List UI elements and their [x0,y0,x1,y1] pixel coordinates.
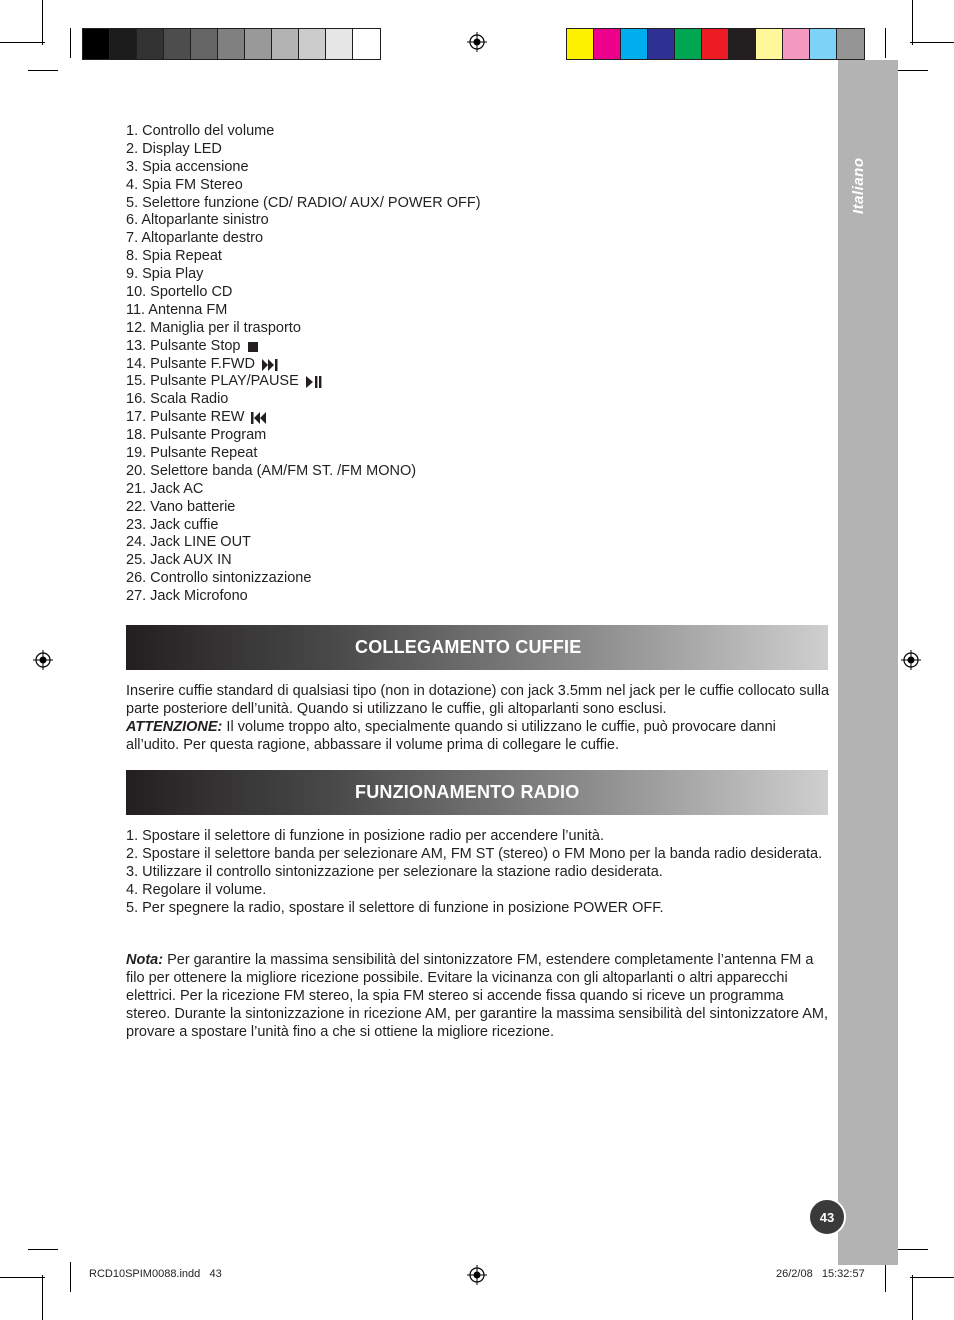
color-swatch [837,29,864,59]
list-item [126,177,481,195]
list-item-label: 4. Spia FM Stereo [126,176,243,193]
list-item-label: 25. Jack AUX IN [126,552,232,569]
list-item [126,230,481,248]
radio-steps-list [126,827,831,917]
crop-mark [898,70,928,71]
crop-mark [70,28,71,58]
list-item [126,570,481,588]
list-item [126,248,481,266]
list-item [126,356,481,374]
list-item [126,320,481,338]
headphones-paragraph [126,682,831,754]
color-swatch [191,29,218,59]
section-title: FUNZIONAMENTO RADIO [355,782,580,802]
warning-text: Il volume troppo alto, specialmente quando si utilizzano le cuffie, può provocare danni all’udito. Per questa ragione, abbassare il volume prima di collegare le cuffie. [126,719,776,753]
registration-mark-icon [33,650,53,670]
color-swatch [675,29,702,59]
list-item [126,338,481,356]
color-swatch [567,29,594,59]
warning-label: ATTENZIONE: [126,719,223,735]
list-item [126,284,481,302]
crop-mark [70,1262,71,1292]
section-header-headphones [126,625,828,670]
list-item-label: 27. Jack Microfono [126,588,248,605]
crop-mark [885,1262,886,1292]
grayscale-color-bar [82,28,381,60]
color-swatch [272,29,299,59]
list-item-label: 11. Antenna FM [126,301,228,318]
crop-mark [0,1277,45,1278]
list-item-label: 9. Spia Play [126,266,204,283]
cmyk-color-bar [566,28,865,60]
list-item [126,159,481,177]
registration-mark-icon [901,650,921,670]
footer-datetime: 26/2/08 15:32:57 [776,1268,865,1280]
crop-mark [912,0,913,45]
color-swatch [756,29,783,59]
list-item [126,552,481,570]
headphones-body: Inserire cuffie standard di qualsiasi tipo (non in dotazione) con jack 3.5mm nel jack per le cuffie collocato sulla parte posteriore dell’unità. Quando si utilizzano le cuffie, gli altoparlanti sono esclusi. [126,683,830,717]
color-swatch [110,29,137,59]
list-item-label: 3. Spia accensione [126,158,249,175]
list-item-label: 24. Jack LINE OUT [126,534,251,551]
list-item [126,463,481,481]
play-pause-icon [306,376,322,388]
crop-mark [28,70,58,71]
list-item-label: 10. Sportello CD [126,284,233,301]
section-header-radio [126,770,828,815]
rewind-icon [251,412,271,424]
note-text: Per garantire la massima sensibilità del sintonizzatore FM, estendere completamente l’antenna FM a filo per ottenere la migliore ricezione possibile. Evitare la vicinanza con gli altoparlanti o altri apparecchi elettrici. Per la ricezione FM stereo, la spia FM stereo si accende fissa quando si riceve un programma stereo. Durante la sintonizzazione in ricezione AM, per garantire la massima sensibilità del sintonizzatore AM, provare a spostare l’unità fino a che si ottiene la migliore ricezione. [126,952,828,1040]
list-item-label: 17. Pulsante REW [126,409,245,426]
color-swatch [783,29,810,59]
list-item [126,266,481,284]
list-item-label: 20. Selettore banda (AM/FM ST. /FM MONO) [126,462,417,479]
list-item-label: 7. Altoparlante destro [126,230,264,247]
list-item [126,302,481,320]
crop-mark [898,1249,928,1250]
list-item-label: 1. Controllo del volume [126,123,275,139]
list-item [126,212,481,230]
section-title: COLLEGAMENTO CUFFIE [355,637,582,657]
color-swatch [621,29,648,59]
color-swatch [164,29,191,59]
color-swatch [648,29,675,59]
page-number: 43 [808,1198,846,1236]
step-item: 2. Spostare il selettore banda per selezionare AM, FM ST (stereo) o FM Mono per la banda radio desiderata. [126,846,823,862]
color-swatch [299,29,326,59]
list-item [126,141,481,159]
list-item [126,445,481,463]
color-swatch [810,29,837,59]
footer-file-info: RCD10SPIM0088.indd 43 [89,1268,222,1280]
color-swatch [353,29,380,59]
list-item [126,588,481,606]
color-swatch [702,29,729,59]
list-item-label: 12. Maniglia per il trasporto [126,319,301,336]
color-swatch [218,29,245,59]
crop-mark [0,42,45,43]
color-swatch [594,29,621,59]
list-item-label: 21. Jack AC [126,480,204,497]
step-item: 4. Regolare il volume. [126,882,267,898]
radio-note [126,951,831,1041]
list-item-label: 8. Spia Repeat [126,248,222,265]
color-swatch [83,29,110,59]
color-swatch [137,29,164,59]
step-item: 5. Per spegnere la radio, spostare il selettore di funzione in posizione POWER OFF. [126,900,664,916]
stop-icon [248,342,258,352]
registration-mark-icon [467,32,487,52]
language-label: Italiano [850,157,867,214]
list-item-label: 23. Jack cuffie [126,516,219,533]
list-item-label: 15. Pulsante PLAY/PAUSE [126,373,299,390]
parts-list [126,123,481,606]
color-swatch [729,29,756,59]
list-item [126,517,481,535]
list-item-label: 6. Altoparlante sinistro [126,212,269,229]
crop-mark [910,42,954,43]
list-item [126,391,481,409]
crop-mark [910,1277,954,1278]
list-item-label: 5. Selettore funzione (CD/ RADIO/ AUX/ POWER OFF) [126,194,481,211]
crop-mark [912,1275,913,1320]
crop-mark [42,0,43,45]
note-label: Nota: [126,952,164,968]
crop-mark [28,1249,58,1250]
color-swatch [326,29,353,59]
fast-forward-icon [262,359,280,371]
list-item-label: 2. Display LED [126,140,222,157]
list-item [126,409,481,427]
registration-mark-icon [467,1265,487,1285]
list-item-label: 14. Pulsante F.FWD [126,355,255,372]
list-item [126,499,481,517]
list-item [126,481,481,499]
language-side-tab [838,60,898,1265]
list-item-label: 13. Pulsante Stop [126,337,241,354]
list-item [126,534,481,552]
crop-mark [42,1275,43,1320]
list-item [126,195,481,213]
list-item [126,427,481,445]
list-item [126,123,481,141]
list-item [126,373,481,391]
step-item: 1. Spostare il selettore di funzione in posizione radio per accendere l’unità. [126,828,604,844]
color-swatch [245,29,272,59]
list-item-label: 16. Scala Radio [126,391,229,408]
crop-mark [885,28,886,58]
list-item-label: 26. Controllo sintonizzazione [126,570,312,587]
list-item-label: 18. Pulsante Program [126,427,267,444]
list-item-label: 19. Pulsante Repeat [126,445,258,462]
step-item: 3. Utilizzare il controllo sintonizzazione per selezionare la stazione radio desiderata. [126,864,663,880]
list-item-label: 22. Vano batterie [126,498,236,515]
